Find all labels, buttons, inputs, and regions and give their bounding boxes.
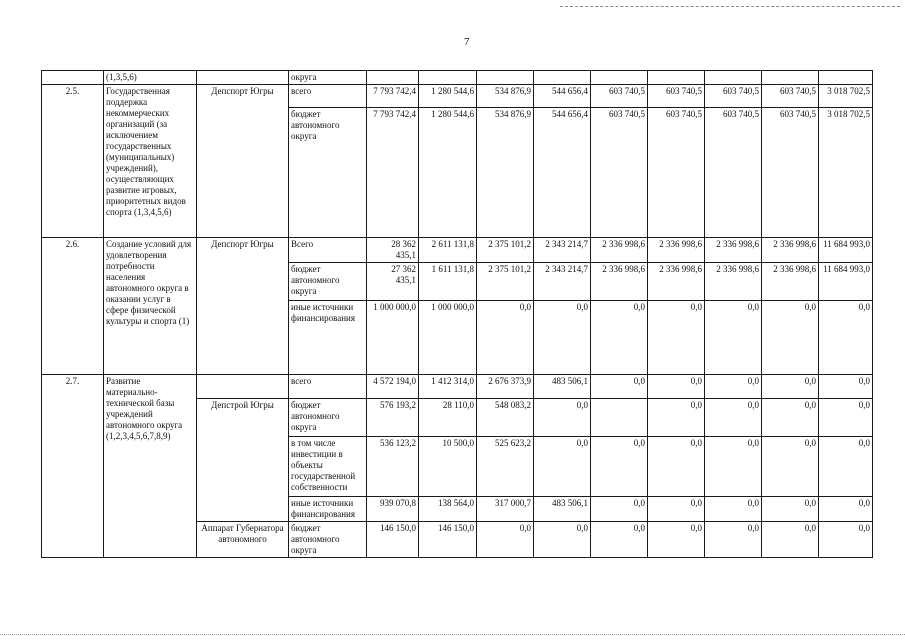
cell-value: 544 656,4: [534, 85, 591, 108]
executor: Депстрой Югры: [197, 399, 289, 522]
cell-value: 536 123,2: [367, 437, 419, 497]
cell-value: 317 000,7: [477, 497, 534, 522]
cell-value: 534 876,9: [477, 108, 534, 238]
cell-value: 3 018 702,5: [819, 108, 873, 238]
cell-value: 603 740,5: [591, 85, 648, 108]
cell-value: 1 412 314,0: [419, 375, 477, 399]
cell-value: 483 506,1: [534, 375, 591, 399]
cell-value: 2 343 214,7: [534, 238, 591, 263]
cell-value: 2 336 998,6: [648, 263, 705, 301]
cell-value: 0,0: [762, 375, 819, 399]
cell-value: 2 375 101,2: [477, 263, 534, 301]
cell-value: 1 280 544,6: [419, 108, 477, 238]
cell-value: 2 336 998,6: [762, 238, 819, 263]
cell-value: 0,0: [591, 522, 648, 558]
cell-value: 603 740,5: [762, 85, 819, 108]
row-code: 2.5.: [42, 85, 104, 238]
cell-value: 0,0: [762, 437, 819, 497]
executor: Депспорт Югры: [197, 85, 289, 238]
cell-value: 27 362 435,1: [367, 263, 419, 301]
cell-value: 4 572 194,0: [367, 375, 419, 399]
cell-value: 0,0: [591, 301, 648, 375]
cell-value: 2 676 373,9: [477, 375, 534, 399]
cell-value: 1 611 131,8: [419, 263, 477, 301]
cell-value: 548 083,2: [477, 399, 534, 437]
cell-value: 603 740,5: [705, 108, 762, 238]
row-code: 2.6.: [42, 238, 104, 375]
activity-name: (1,3,5,6): [104, 71, 197, 85]
funding-source: всего: [289, 85, 367, 108]
cell-value: 10 500,0: [419, 437, 477, 497]
scan-edge-bottom: [0, 634, 905, 635]
cell-value: 0,0: [705, 301, 762, 375]
cell-value: 138 564,0: [419, 497, 477, 522]
cell-value: 2 611 131,8: [419, 238, 477, 263]
cell-value: 0,0: [705, 399, 762, 437]
cell-value: 0,0: [534, 301, 591, 375]
funding-source: Всего: [289, 238, 367, 263]
cell-value: 0,0: [762, 399, 819, 437]
cell-value: 0,0: [819, 301, 873, 375]
cell-value: 28 110,0: [419, 399, 477, 437]
cell-value: 603 740,5: [705, 85, 762, 108]
cell-value: 0,0: [705, 437, 762, 497]
cell-value: 0,0: [477, 522, 534, 558]
cell-value: 0,0: [705, 522, 762, 558]
cell-value: 525 623,2: [477, 437, 534, 497]
cell-value: 0,0: [648, 497, 705, 522]
funding-source: бюджет автономного округа: [289, 399, 367, 437]
cell-value: 1 000 000,0: [367, 301, 419, 375]
cell-value: 0,0: [705, 497, 762, 522]
cell-value: 939 070,8: [367, 497, 419, 522]
cell-value: 0,0: [534, 437, 591, 497]
cell-value: 0,0: [591, 437, 648, 497]
cell-value: 603 740,5: [591, 108, 648, 238]
funding-source: бюджет автономного округа: [289, 108, 367, 238]
cell-value: [591, 399, 648, 437]
cell-value: 576 193,2: [367, 399, 419, 437]
cell-value: 0,0: [648, 399, 705, 437]
cell-value: 534 876,9: [477, 85, 534, 108]
table-row: [42, 375, 873, 399]
cell-value: 0,0: [819, 399, 873, 437]
cell-value: 0,0: [534, 399, 591, 437]
cell-value: 603 740,5: [762, 108, 819, 238]
cell-value: 0,0: [534, 522, 591, 558]
cell-value: 2 336 998,6: [591, 238, 648, 263]
cell-value: 2 336 998,6: [705, 238, 762, 263]
row-code: 2.7.: [42, 375, 104, 558]
cell-value: 544 656,4: [534, 108, 591, 238]
cell-value: 0,0: [648, 437, 705, 497]
cell-value: 2 343 214,7: [534, 263, 591, 301]
cell-value: 0,0: [648, 522, 705, 558]
activity-name: Создание условий для удовлетворения потребности населения автономного округа в оказании услуг в сфере физической культуры и спорта (1): [104, 238, 197, 375]
funding-source: бюджет автономного округа: [289, 263, 367, 301]
cell-value: 2 336 998,6: [762, 263, 819, 301]
cell-value: 2 336 998,6: [648, 238, 705, 263]
cell-value: 0,0: [819, 497, 873, 522]
cell-value: 28 362 435,1: [367, 238, 419, 263]
executor: Аппарат Губернатора автономного: [197, 522, 289, 558]
cell-value: 0,0: [591, 375, 648, 399]
cell-value: 603 740,5: [648, 108, 705, 238]
cell-value: 0,0: [819, 437, 873, 497]
cell-value: 11 684 993,0: [819, 238, 873, 263]
cell-value: 603 740,5: [648, 85, 705, 108]
cell-value: 2 336 998,6: [705, 263, 762, 301]
cell-value: 0,0: [762, 522, 819, 558]
cell-value: 1 280 544,6: [419, 85, 477, 108]
funding-source: в том числе инвестиции в объекты государственной собственности: [289, 437, 367, 497]
funding-source: округа: [289, 71, 367, 85]
table-row: [42, 85, 873, 108]
cell-value: 11 684 993,0: [819, 263, 873, 301]
cell-value: 0,0: [648, 375, 705, 399]
program-table: [41, 70, 873, 558]
cell-value: 0,0: [819, 522, 873, 558]
cell-value: 7 793 742,4: [367, 108, 419, 238]
cell-value: 1 000 000,0: [419, 301, 477, 375]
funding-source: иные источники финансирования: [289, 301, 367, 375]
executor: Депспорт Югры: [197, 238, 289, 375]
cell-value: 0,0: [819, 375, 873, 399]
activity-name: Государственная поддержка некоммерческих организаций (за исключением государственных (муниципальных) учреждений), осуществляющих развитие игровых, приоритетных видов спорта (1,3,4,5,6): [104, 85, 197, 238]
cell-value: 0,0: [762, 301, 819, 375]
funding-source: иные источники финансирования: [289, 497, 367, 522]
cell-value: 0,0: [762, 497, 819, 522]
page-number: 7: [464, 36, 470, 48]
cell-value: 146 150,0: [419, 522, 477, 558]
scan-edge-top: [560, 6, 900, 7]
cell-value: 146 150,0: [367, 522, 419, 558]
cell-value: 2 336 998,6: [591, 263, 648, 301]
cell-value: 0,0: [705, 375, 762, 399]
funding-source: бюджет автономного округа: [289, 522, 367, 558]
cell-value: 3 018 702,5: [819, 85, 873, 108]
funding-source: всего: [289, 375, 367, 399]
table-row: [42, 238, 873, 263]
table-row: [42, 71, 873, 85]
cell-value: 2 375 101,2: [477, 238, 534, 263]
cell-value: 0,0: [648, 301, 705, 375]
cell-value: 483 506,1: [534, 497, 591, 522]
cell-value: 0,0: [477, 301, 534, 375]
cell-value: 0,0: [591, 497, 648, 522]
cell-value: 7 793 742,4: [367, 85, 419, 108]
activity-name: Развитие материально-технической базы учреждений автономного округа (1,2,3,4,5,6,7,8,9): [104, 375, 197, 558]
